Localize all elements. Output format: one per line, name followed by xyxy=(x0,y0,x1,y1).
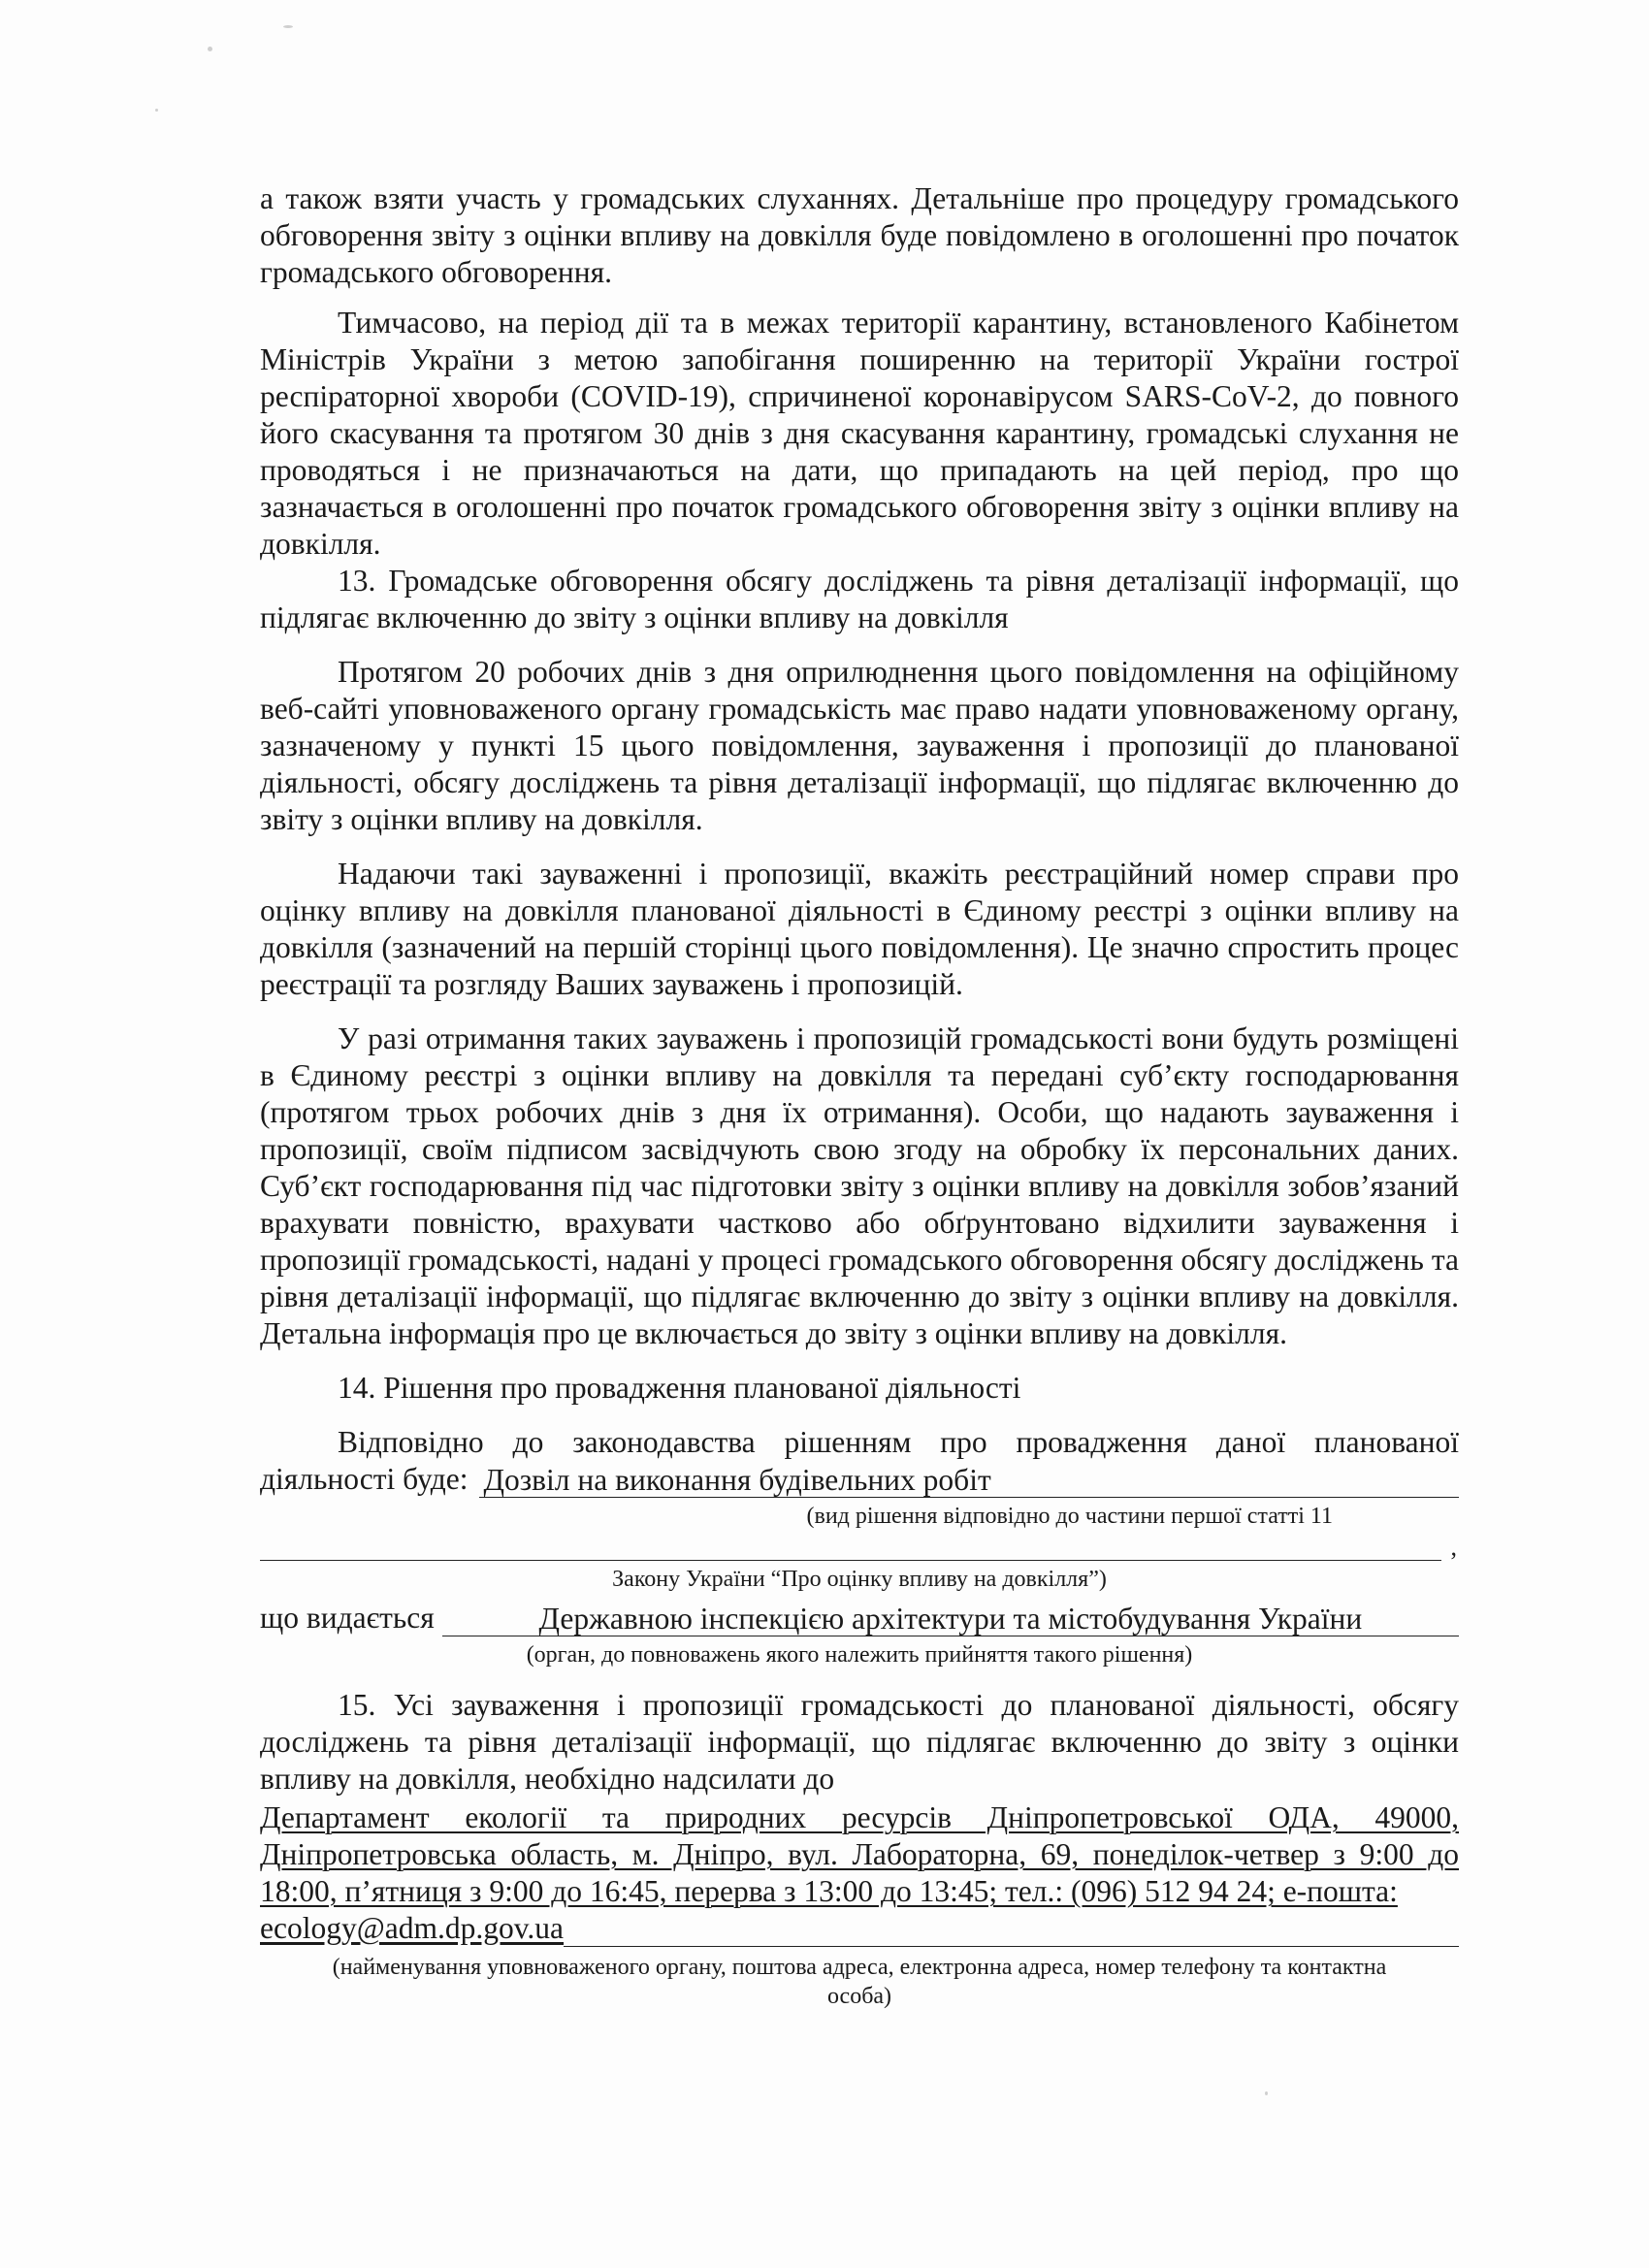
address-email-line xyxy=(260,1910,1459,1947)
decision-value: Дозвіл на виконання будівельних робіт xyxy=(479,1464,1459,1498)
address-text: Департамент екології та природних ресурсів Дніпропетровської ОДА, 49000, Дніпропетровська область, м. Дніпро, вул. Лабораторна, 69, понеділок-четвер з 9:00 до 18:00, п’ятниця з 9:00 до 16:45, перерва з 13:00 до 13:45; тел.: (096) 512 94 24; e-пошта: xyxy=(260,1800,1459,1908)
decision-caption: (вид рішення відповідно до частини першої статті 11 xyxy=(806,1504,1333,1529)
paragraph-send-comments: 15. Усі зауваження і пропозиції громадськості до планованої діяльності, обсягу досліджень та рівня деталізації інформації, що підлягає включенню до звіту з оцінки впливу на довкілля, необхідно надсилати до xyxy=(260,1688,1459,1796)
scan-speck xyxy=(283,25,293,28)
issuer-caption: (орган, до повноважень якого належить прийняття такого рішення) xyxy=(526,1642,1193,1668)
issuer-value: Державною інспекцією архітектури та містобудування України xyxy=(442,1603,1459,1636)
paragraph-registration-number: Надаючи такі зауваженні і пропозиції, вкажіть реєстраційний номер справи про оцінку впливу на довкілля планованої діяльності в Єдиному реєстрі з оцінки впливу на довкілля (зазначений на першій сторінці цього повідомлення). Це значно спростить процес реєстрації та розгляду Ваших зауважень і пропозицій. xyxy=(260,857,1459,1001)
decision-field xyxy=(260,1461,1459,1498)
section-14-heading: 14. Рішення про провадження планованої діяльності xyxy=(338,1371,1021,1405)
issuer-label: що видається xyxy=(260,1601,435,1635)
document-body xyxy=(260,180,1459,2011)
paragraph-comments-handling: У разі отримання таких зауважень і пропозицій громадськості вони будуть розміщені в Єдиному реєстрі з оцінки впливу на довкілля та передані суб’єкту господарювання (протягом трьох робочих днів з дня їх отримання). Особи, що надають зауваження і пропозиції, своїм підписом засвідчують свою згоду на обробку їх персональних даних. Суб’єкт господарювання під час підготовки звіту з оцінки впливу на довкілля зобов’язаний врахувати повністю, врахувати частково або обґрунтовано відхилити зауваження і пропозиції громадськості, надані у процесі громадського обговорення обсягу досліджень та рівня деталізації інформації, що підлягає включенню до звіту з оцінки впливу на довкілля. Детальна інформація про це включається до звіту з оцінки впливу на довкілля. xyxy=(260,1021,1459,1350)
trailing-comma: , xyxy=(1450,1533,1457,1561)
address-caption: (найменування уповноваженого органу, поштова адреса, електронна адреса, номер телефону та контактна особа) xyxy=(332,1955,1387,2009)
address-blank-line xyxy=(564,1915,1459,1947)
issuer-field xyxy=(260,1600,1459,1636)
scan-speck xyxy=(1265,2091,1268,2095)
paragraph-public-hearings: а також взяти участь у громадських слуханнях. Детальніше про процедуру громадського обговорення звіту з оцінки впливу на довкілля буде повідомлено в оголошенні про початок громадського обговорення. xyxy=(260,181,1459,289)
scan-speck xyxy=(208,47,212,51)
scan-speck xyxy=(155,109,158,112)
paragraph-quarantine: Тимчасово, на період дії та в межах території карантину, встановленого Кабінетом Міністрів України з метою запобігання поширенню на території України гострої респіраторної хвороби (COVID-19), спричиненої коронавірусом SARS-CoV-2, до повного його скасування та протягом 30 днів з дня скасування карантину, громадські слухання не проводяться і не призначаються на дати, що припадають на цей період, про що зазначається в оголошенні про початок громадського обговорення звіту з оцінки впливу на довкілля. xyxy=(260,306,1459,561)
section-13-heading: 13. Громадське обговорення обсягу досліджень та рівня деталізації інформації, що підлягає включенню до звіту з оцінки впливу на довкілля xyxy=(260,564,1459,634)
authority-address xyxy=(260,1799,1459,1947)
decision-blank-line xyxy=(260,1531,1457,1561)
address-email: ecology@adm.dp.gov.ua xyxy=(260,1911,565,1945)
paragraph-comment-period: Протягом 20 робочих днів з дня оприлюднення цього повідомлення на офіційному веб-сайті уповноваженого органу громадськість має право надати уповноваженому органу, зазначеному у пункті 15 цього повідомлення, зауваження і пропозиції до планованої діяльності, обсягу досліджень та рівня деталізації інформації, що підлягає включенню до звіту з оцінки впливу на довкілля. xyxy=(260,655,1459,836)
paragraph-decision-intro: Відповідно до законодавства рішенням про провадження даної планованої xyxy=(338,1425,1459,1459)
decision-label: діяльності буде: xyxy=(260,1462,469,1496)
law-caption: Закону України “Про оцінку впливу на довкілля”) xyxy=(612,1567,1107,1592)
